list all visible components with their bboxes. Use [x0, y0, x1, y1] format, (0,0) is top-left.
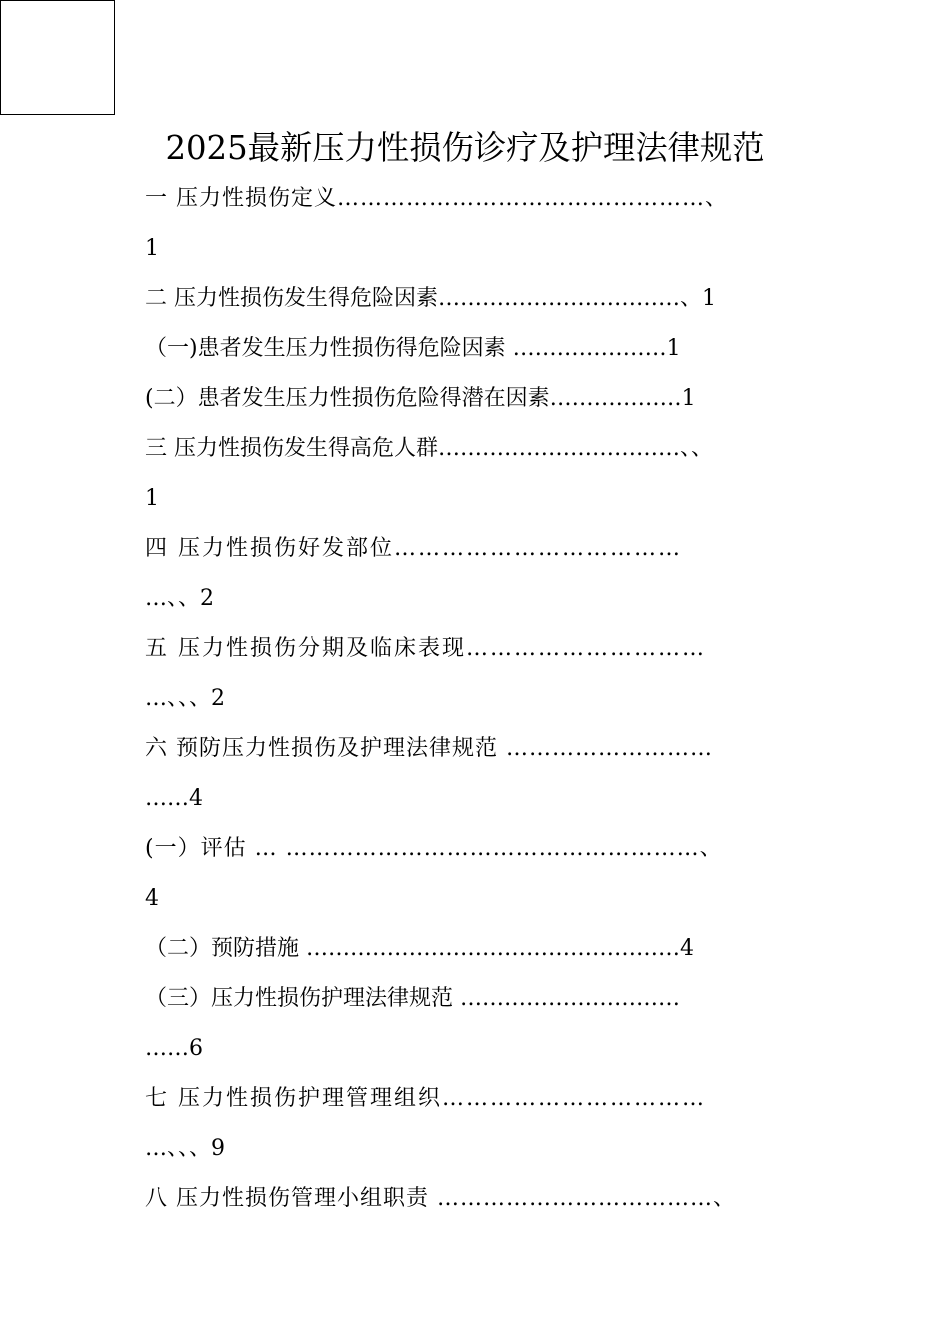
toc-line: …、、2: [145, 586, 214, 611]
toc-line: …、、、9: [145, 1136, 225, 1161]
toc-line: 六 预防压力性损伤及护理法律规范 ………………………: [145, 736, 713, 761]
document-title: 2025最新压力性损伤诊疗及护理法律规范: [165, 128, 765, 167]
toc-line: 一 压力性损伤定义…………………………………………、: [145, 186, 728, 211]
toc-line: …、、、2: [145, 686, 225, 711]
toc-line: （一)患者发生压力性损伤得危险因素 …………………1: [145, 336, 681, 361]
toc-line: ……4: [145, 786, 203, 811]
toc-line: 三 压力性损伤发生得高危人群……………………………、、: [145, 436, 713, 461]
toc-line: (二）患者发生压力性损伤危险得潜在因素………………1: [145, 386, 696, 411]
toc-line: 五 压力性损伤分期及临床表现…………………………: [145, 636, 706, 661]
toc-line: 八 压力性损伤管理小组职责 ………………………………、: [145, 1186, 736, 1211]
toc-line: 4: [145, 886, 159, 911]
toc-line: （二）预防措施 ……………………………………………4: [145, 936, 694, 961]
toc-line: 四 压力性损伤好发部位………………………………: [145, 536, 682, 561]
toc-line: 七 压力性损伤护理管理组织……………………………: [145, 1086, 706, 1111]
toc-line: ……6: [145, 1036, 203, 1061]
corner-frame: [0, 0, 115, 115]
toc-line: (一）评估 … ………………………………………………、: [145, 836, 723, 861]
toc-line: 1: [145, 236, 159, 261]
toc-line: 二 压力性损伤发生得危险因素……………………………、1: [145, 286, 716, 311]
toc-line: （三）压力性损伤护理法律规范 …………………………: [145, 986, 680, 1011]
toc-line: 1: [145, 486, 159, 511]
